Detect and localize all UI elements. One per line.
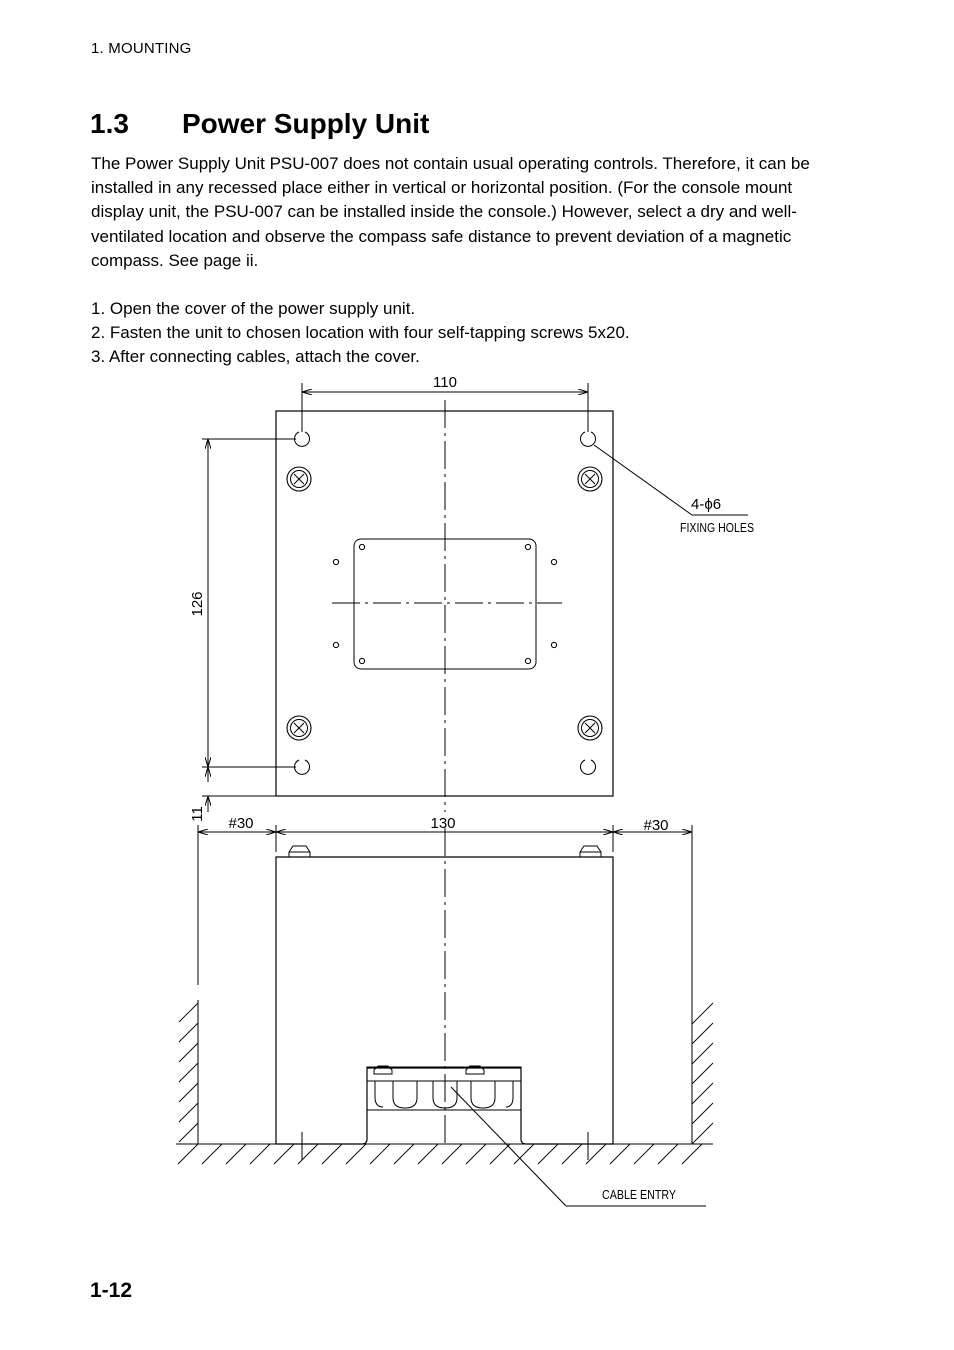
- step-item: 2. Fasten the unit to chosen location with four self-tapping screws 5x20.: [91, 323, 630, 343]
- screw-icon: [578, 467, 602, 491]
- label-cable-entry: CABLE ENTRY: [602, 1188, 677, 1202]
- dim-clearance-right: #30: [643, 817, 669, 834]
- label-holes-spec: 4-ϕ6: [691, 496, 722, 513]
- fixing-hole-icon: [295, 760, 310, 774]
- intro-paragraph: The Power Supply Unit PSU-007 does not contain usual operating controls. Therefore, it can be installed in any recessed place either in vertical or horizontal position. (For the console mount display unit, the PSU-007 can be installed inside the console.) However, select a dry and well-ventilated location and observe the compass safe distance to prevent deviation of a magnetic compass. See page ii.: [91, 154, 810, 270]
- dim-bottom-offset: 11: [189, 806, 206, 822]
- fixing-hole-icon: [581, 760, 596, 774]
- screw-icon: [578, 716, 602, 740]
- section-number: 1.3: [90, 108, 129, 139]
- screw-icon: [287, 467, 311, 491]
- fixing-hole-icon: [581, 432, 596, 446]
- dim-hole-spacing: 126: [189, 591, 206, 617]
- side-view: [176, 825, 713, 1206]
- section-title-text: Power Supply Unit: [182, 108, 430, 139]
- label-fixing-holes: FIXING HOLES: [680, 521, 754, 535]
- running-head: 1. MOUNTING: [91, 40, 192, 57]
- step-item: 1. Open the cover of the power supply unit.: [91, 299, 416, 318]
- top-view: [202, 383, 748, 812]
- dim-body-width: 130: [430, 815, 456, 832]
- page-number: 1-12: [90, 1279, 133, 1302]
- fixing-hole-icon: [295, 432, 310, 446]
- dim-top-width: 110: [433, 374, 457, 391]
- dim-clearance-left: #30: [228, 815, 254, 832]
- screw-icon: [287, 716, 311, 740]
- step-item: 3. After connecting cables, attach the cover.: [91, 347, 420, 367]
